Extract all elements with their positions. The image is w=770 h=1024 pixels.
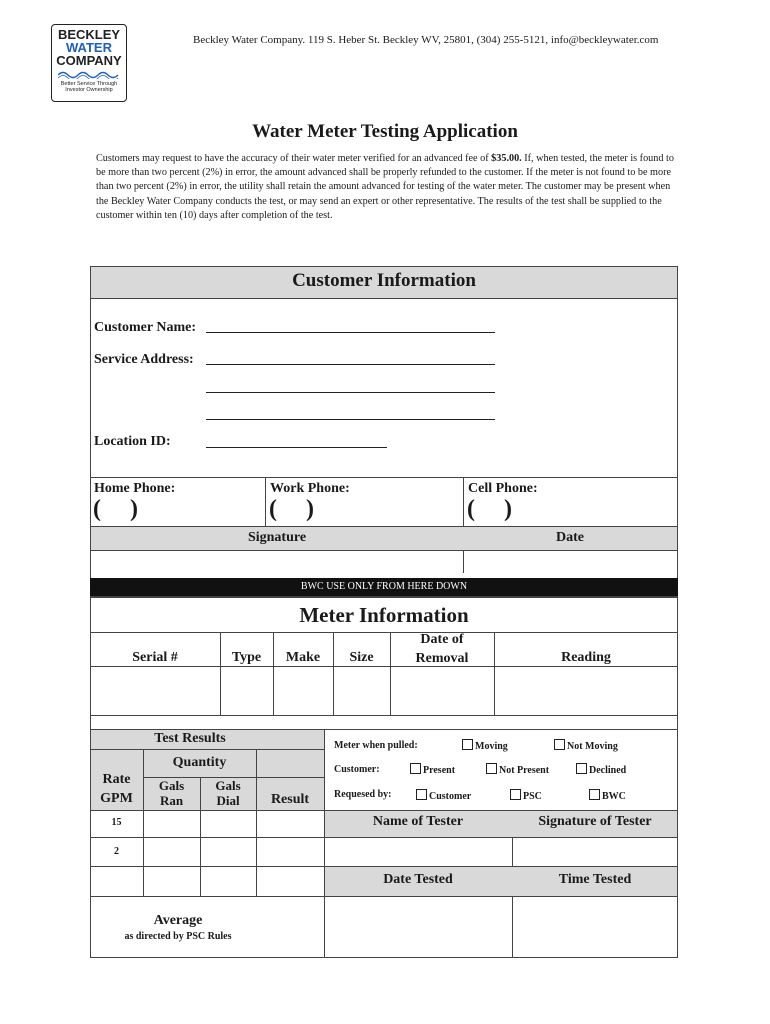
col-serial: Serial # [132, 650, 178, 665]
divider [90, 666, 678, 667]
gals-ran-heading-2: Ran [159, 793, 184, 808]
divider [90, 837, 678, 838]
not-moving-checkbox[interactable] [554, 739, 565, 750]
cell-phone-area-open: ( [467, 496, 475, 522]
moving-checkbox[interactable] [462, 739, 473, 750]
req-psc-option[interactable] [510, 789, 542, 802]
logo-tagline-line1: Better Service Through [60, 81, 118, 87]
rate-heading: Rate [102, 772, 131, 787]
intro-text-a: Customers may request to have the accuracy of their water meter verified for an advanced fee of [96, 153, 492, 164]
name-of-tester-label: Name of Tester [372, 814, 464, 829]
col-date-of: Date of [420, 632, 464, 647]
customer-name-field[interactable] [206, 332, 495, 333]
req-psc-label: PSC [523, 791, 542, 802]
not-present-option[interactable] [486, 763, 549, 776]
quantity-heading: Quantity [172, 755, 227, 770]
declined-label: Declined [589, 765, 627, 776]
divider [90, 749, 324, 750]
present-option[interactable] [410, 763, 455, 776]
logo-text-water: WATER [66, 40, 112, 55]
req-customer-label: Customer [429, 791, 472, 802]
divider [143, 749, 144, 896]
req-psc-checkbox[interactable] [510, 789, 521, 800]
declined-checkbox[interactable] [576, 763, 587, 774]
col-type: Type [231, 650, 262, 665]
date-label: Date [556, 530, 584, 545]
work-phone-label: Work Phone: [270, 481, 350, 496]
date-tested-label: Date Tested [383, 872, 453, 887]
moving-label: Moving [475, 741, 508, 752]
location-id-label: Location ID: [94, 434, 171, 449]
req-bwc-checkbox[interactable] [589, 789, 600, 800]
not-moving-option[interactable] [554, 739, 618, 752]
meter-info-heading: Meter Information [299, 603, 469, 627]
contact-line: Beckley Water Company. 119 S. Heber St. Beckley WV, 25801, (304) 255-5121, info@beckleywater.com [193, 34, 659, 46]
intro-paragraph [96, 152, 676, 223]
req-customer-checkbox[interactable] [416, 789, 427, 800]
test-results-heading: Test Results [154, 731, 226, 746]
moving-option[interactable] [462, 739, 508, 752]
divider [256, 749, 257, 896]
customer-presence-label: Customer: [334, 764, 380, 775]
req-bwc-option[interactable] [589, 789, 626, 802]
service-address-label: Service Address: [94, 352, 194, 367]
divider [90, 632, 678, 633]
divider [265, 477, 266, 526]
present-checkbox[interactable] [410, 763, 421, 774]
divider [90, 477, 678, 478]
meter-pulled-label: Meter when pulled: [334, 740, 418, 751]
logo-text-beckley: BECKLEY [57, 27, 121, 42]
gals-dial-heading-2: Dial [216, 793, 240, 808]
customer-name-label: Customer Name: [94, 320, 196, 335]
location-id-field[interactable] [206, 447, 387, 448]
cell-phone-area-close: ) [504, 496, 512, 522]
divider [90, 715, 678, 716]
divider [494, 632, 495, 715]
col-size: Size [349, 650, 374, 665]
wave-icon [58, 69, 120, 79]
not-present-checkbox[interactable] [486, 763, 497, 774]
result-heading: Result [270, 792, 310, 807]
cell-phone-label: Cell Phone: [468, 481, 538, 496]
home-phone-area-open: ( [93, 496, 101, 522]
page-title: Water Meter Testing Application [252, 121, 518, 142]
time-tested-label: Time Tested [558, 872, 632, 887]
average-note: as directed by PSC Rules [124, 931, 232, 942]
rate-row-2: 2 [114, 846, 119, 857]
divider [463, 477, 464, 573]
col-removal: Removal [415, 651, 469, 666]
rate-row-15: 15 [111, 817, 122, 828]
company-logo [51, 24, 127, 102]
work-phone-area-close: ) [306, 496, 314, 522]
req-customer-option[interactable] [416, 789, 471, 802]
intro-fee: $35.00. [491, 153, 522, 164]
bwc-banner-text: BWC USE ONLY FROM HERE DOWN [300, 581, 468, 592]
home-phone-label: Home Phone: [94, 481, 176, 496]
divider [90, 298, 678, 299]
col-reading: Reading [561, 650, 611, 665]
service-address-field-3[interactable] [206, 419, 495, 420]
service-address-field-2[interactable] [206, 392, 495, 393]
divider [324, 729, 325, 958]
divider [90, 550, 678, 551]
requested-by-label: Requesed by: [334, 789, 392, 800]
average-label: Average [153, 913, 203, 928]
logo-tagline [52, 81, 126, 93]
divider [90, 526, 678, 527]
service-address-field-1[interactable] [206, 364, 495, 365]
divider [220, 632, 221, 715]
col-make: Make [285, 650, 321, 665]
intro-text-b: If, when tested, the meter is found to be more than two percent (2%) in error, the amount advanced shall be properly refunded to the customer. If the meter is not found to be more than two percent (2%) in error, the utility shall retain the amount advanced for testing of the water meter. The customer may be present when the Beckley Water Company conducts the test, or may send an expert or other representative. The results of the test shall be supplied to the customer within ten (10) days after completion of the test. [96, 153, 674, 221]
logo-text-company: COMPANY [56, 53, 122, 68]
signature-of-tester-label: Signature of Tester [538, 814, 652, 829]
not-moving-label: Not Moving [567, 741, 618, 752]
not-present-label: Not Present [499, 765, 550, 776]
req-bwc-label: BWC [602, 791, 626, 802]
declined-option[interactable] [576, 763, 626, 776]
gals-dial-heading-1: Gals [215, 778, 241, 793]
work-phone-area-open: ( [269, 496, 277, 522]
logo-tagline-line2: Investor Ownership [65, 87, 113, 93]
divider [333, 632, 334, 715]
divider [273, 632, 274, 715]
gpm-heading: GPM [100, 791, 133, 806]
home-phone-area-close: ) [130, 496, 138, 522]
signature-label: Signature [247, 530, 307, 545]
gals-ran-heading-1: Gals [158, 778, 185, 793]
customer-info-heading: Customer Information [292, 270, 476, 291]
divider [90, 896, 678, 897]
present-label: Present [423, 765, 456, 776]
